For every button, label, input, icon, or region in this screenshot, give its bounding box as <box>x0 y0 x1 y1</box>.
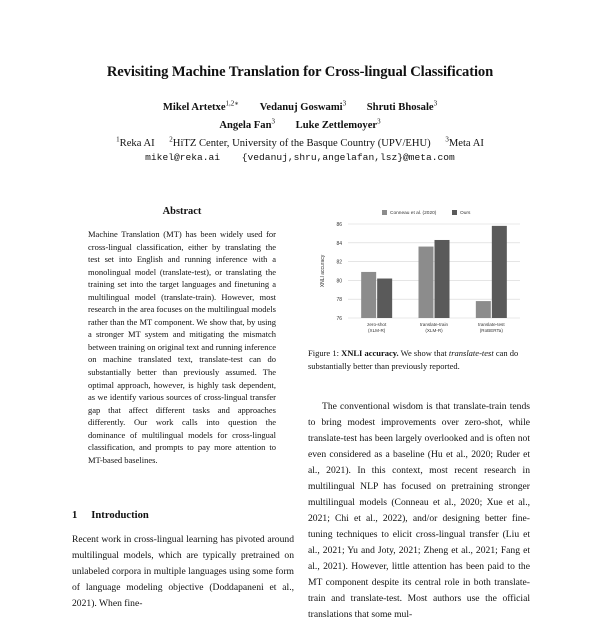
author: Luke Zettlemoyer$^3$ <box>295 117 381 131</box>
paragraph: The conventional wisdom is that translate-train tends to bring modest improvements over zero-shot, while translate-test has been largely overlooked and is often not even considered as a baseline (Hu et al., 2020; Ruder et al., 2021). In this context, most recent research in multilingual NLP has focused on pretraining stronger multilingual models (Conneau et al., 2020; Xue et al., 2021; Chi et al., 2022), and/or designing better fine-tuning techniques to elicit cross-lingual transfer (Liu et al., 2021; Yu and Joty, 2021; Zheng et al., 2021; Fang et al., 2021). However, little attention has been paid to the MT component despite its central role in both translate-train and translate-test. Most authors use the official translations that some mul- <box>308 401 530 620</box>
author-line-1 <box>0 99 600 113</box>
legend-label: Ours <box>460 211 471 216</box>
author: Vedanuj Goswami$^3$ <box>259 99 347 113</box>
y-axis-label: XNLI accuracy <box>320 254 326 288</box>
introduction-paragraph: Recent work in cross-lingual learning has pivoted around multilingual models, which are typically pretrained on unlabeled corpora in multiple languages using some form of language modeling objective (Doddapaneni et al., 2021). When fine- <box>72 534 294 609</box>
affiliation: $^3$Meta AI <box>445 135 484 149</box>
legend-swatch <box>452 210 457 215</box>
caption-text: can do substantially better than previously reported. <box>308 348 519 371</box>
caption-label: Figure 1: <box>308 348 339 358</box>
affiliation: $^1$Reka AI <box>116 135 155 149</box>
affiliation: $^2$HiTZ Center, University of the Basque Country (UPV/EHU) <box>169 135 431 149</box>
author: Angela Fan$^3$ <box>219 117 275 131</box>
y-tick-label: 78 <box>336 297 342 304</box>
y-tick-label: 84 <box>336 240 342 247</box>
author-emails <box>0 152 600 163</box>
bar-conneau <box>476 301 491 318</box>
bar-conneau <box>419 247 434 318</box>
legend-swatch <box>382 210 387 215</box>
y-tick-label: 80 <box>336 278 342 285</box>
section-title: Introduction <box>91 510 149 521</box>
bar-conneau <box>361 272 376 318</box>
author: Mikel Artetxe$^{1,2∗}$ <box>162 99 240 113</box>
y-tick-label: 82 <box>336 259 342 266</box>
section-heading-introduction <box>72 510 149 521</box>
abstract-heading: Abstract <box>162 206 202 217</box>
bar-ours <box>435 240 450 318</box>
abstract-body: Machine Translation (MT) has been widely used for cross-lingual classification, either by translating the test set into English and running inference with a monolingual model (translate-test), or translating the training set into the target languages and finetuning a multilingual model (translate-train). However, most research in the area focuses on the multilingual models rather than the MT component. We show that, by using a stronger MT system and mitigating the mismatch between training on original text and running inference on machine translated text, translate-test can do substantially better than previously assumed. The optimal approach, however, is highly task dependent, as we identify various sources of cross-lingual transfer gap that affect different tasks and approaches differently. Our work calls into question the dominance of multilingual models for cross-lingual classification, and prompts to pay more attention to MT-based baselines. <box>88 229 276 465</box>
paper-title: Revisiting Machine Translation for Cross-lingual Classification <box>106 64 494 80</box>
caption-bold: XNLI accuracy. <box>341 348 399 358</box>
x-tick-label: (XLM-R) <box>367 328 386 333</box>
figure-caption <box>308 347 530 372</box>
x-tick-label: zero-shot <box>367 322 387 327</box>
bar-ours <box>377 279 392 318</box>
right-column-paragraph <box>308 399 530 623</box>
xnli-bar-chart <box>308 206 530 336</box>
x-tick-label: translate-train <box>419 322 449 327</box>
x-tick-label: translate-test <box>478 322 505 327</box>
email: mikel@reka.ai <box>145 152 221 163</box>
author-line-2 <box>0 117 600 131</box>
email: {vedanuj,shru,angelafan,lsz}@meta.com <box>241 152 455 163</box>
bar-ours <box>492 226 507 318</box>
legend-label: Conneau et al. (2020) <box>390 211 437 216</box>
figure-1 <box>308 206 530 336</box>
caption-text: We show that <box>400 348 447 358</box>
y-tick-label: 76 <box>336 316 342 322</box>
author: Shruti Bhosale$^3$ <box>366 99 438 113</box>
affiliations <box>0 135 600 149</box>
x-tick-label: (XLM-R) <box>425 328 443 333</box>
section-number: 1 <box>72 510 78 521</box>
caption-emphasis: translate-test <box>448 348 494 358</box>
y-tick-label: 86 <box>336 222 342 228</box>
x-tick-label: (RoBERTa) <box>479 328 503 333</box>
